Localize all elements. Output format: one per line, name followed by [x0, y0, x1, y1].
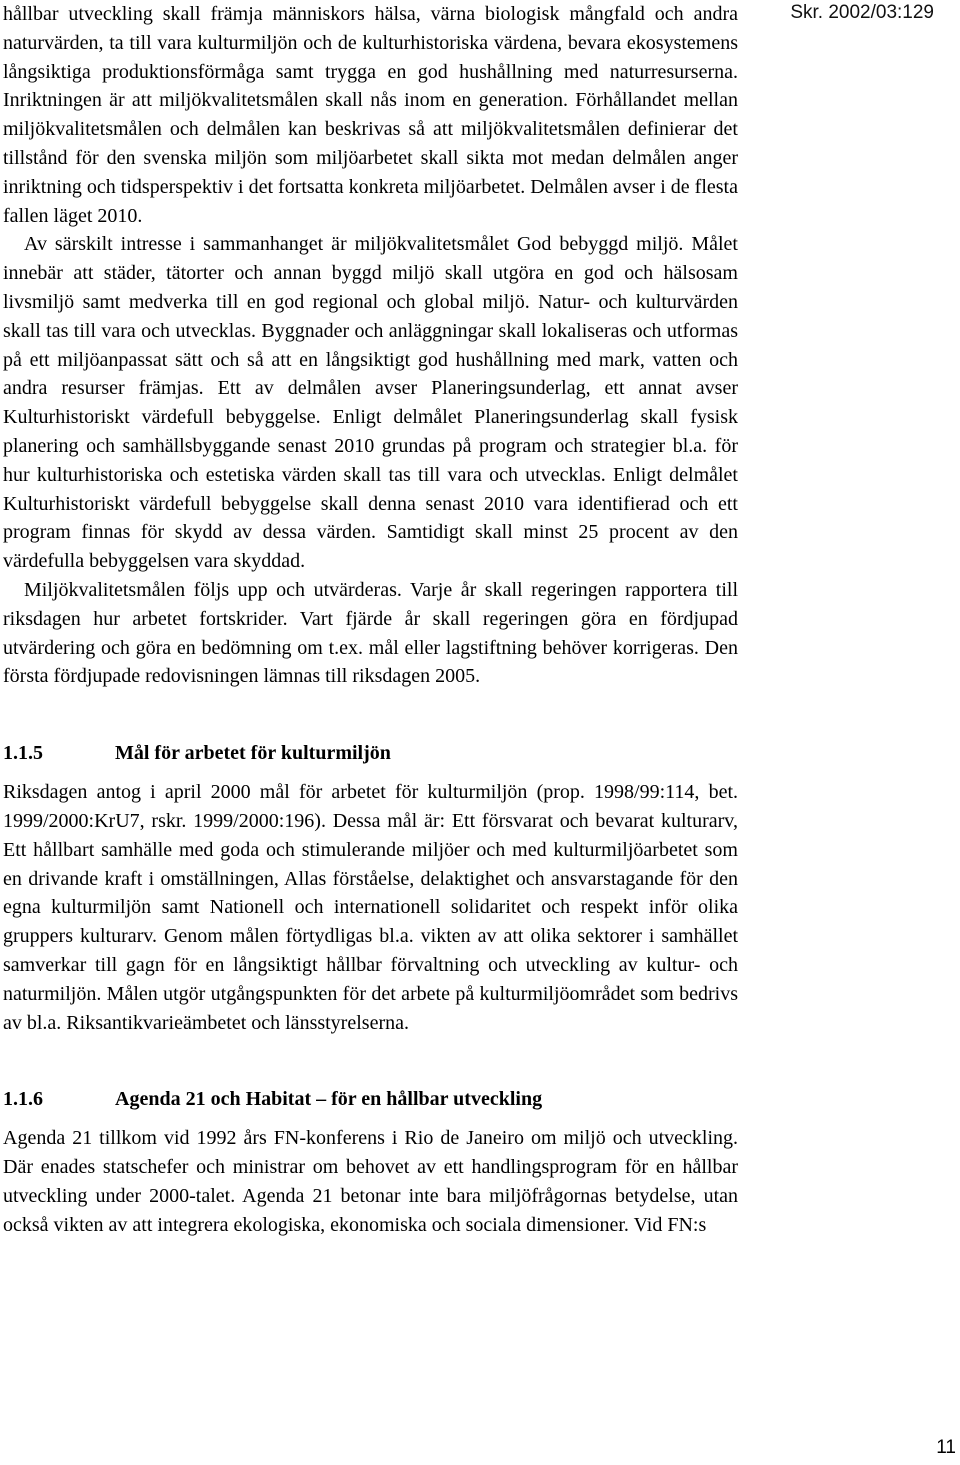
section-number: 1.1.6 — [3, 1088, 43, 1111]
margin-reference: Skr. 2002/03:129 — [790, 2, 934, 23]
section-title: Agenda 21 och Habitat – för en hållbar utveckling — [115, 1088, 543, 1111]
section-title: Mål för arbetet för kulturmiljön — [115, 742, 391, 765]
section-heading — [3, 739, 738, 767]
page-number: 11 — [936, 1437, 956, 1458]
body-text — [3, 0, 738, 1239]
section-1-1-5 — [3, 739, 738, 1037]
paragraph-intro-3: Miljökvalitetsmålen följs upp och utvärderas. Varje år skall regeringen rapportera till riksdagen hur arbetet fortskrider. Vart fjärde år skall regeringen göra en fördjupad utvärdering och göra en bedömning om t.ex. mål eller lagstiftning behöver korrigeras. Den första fördjupade redovisningen lämnas till riksdagen 2005. — [3, 578, 738, 688]
section-paragraph: Riksdagen antog i april 2000 mål för arbetet för kulturmiljön (prop. 1998/99:114, bet. 1999/2000:KrU7, rskr. 1999/2000:196). Dessa mål är: Ett försvarat och bevarat kulturarv, Ett hållbart samhälle med goda och stimulerande miljöer och med kulturmiljöarbetet som en drivande kraft i omställningen, Allas förståelse, delaktighet och ansvarstagande för den egna kulturmiljön samt Nationell och internationell solidaritet och respekt inför olika gruppers kulturarv. Genom målen förtydligas bl.a. vikten av att olika sektorer i samhället samverkar till gagn för en långsiktigt hållbar förvaltning och utveckling av kultur- och naturmiljön. Målen utgör utgångspunkten för det arbete på kulturmiljöområdet som bedrivs av bl.a. Riksantikvarieämbetet och länsstyrelserna. — [3, 781, 738, 1034]
paragraph-intro-1: hållbar utveckling skall främja människors hälsa, värna biologisk mångfald och andra naturvärden, ta till vara kulturmiljön och de kulturhistoriska värdena, bevara ekosystemens långsiktiga produktionsförmåga samt trygga en god hushållning med naturresurserna. Inriktningen är att miljökvalitetsmålen skall nås inom en generation. Förhållandet mellan miljökvalitetsmålen och delmålen kan beskrivas så att miljökvalitetsmålen definierar det tillstånd för den svenska miljön som miljöarbetet skall sikta mot medan delmålen anger inriktning och tidsperspektiv i det fortsatta konkreta miljöarbetet. Delmålen avser i de flesta fallen läget 2010. — [3, 3, 738, 227]
paragraph-intro-2: Av särskilt intresse i sammanhanget är miljökvalitetsmålet God bebyggd miljö. Målet innebär att städer, tätorter och annan byggd miljö skall utgöra en god och hälsosam livsmiljö samt medverka till en god regional och global miljö. Natur- och kulturvärden skall tas till vara och utvecklas. Byggnader och anläggningar skall lokaliseras och utformas på ett miljöanpassat sätt och så att en långsiktigt god hushållning med mark, vatten och andra resurser främjas. Ett av delmålen avser Planeringsunderlag, ett annat avser Kulturhistoriskt värdefull bebyggelse. Enligt delmålet Planeringsunderlag skall fysisk planering och samhällsbyggande senast 2010 grundas på program och strategier bl.a. för hur kulturhistoriska och estetiska värden skall tas till vara och utvecklas. Enligt delmålet Kulturhistoriskt värdefull bebyggelse skall denna senast 2010 vara identifierad och ett program finnas för skydd av dessa värden. Samtidigt skall minst 25 procent av den värdefulla bebyggelsen vara skyddad. — [3, 233, 738, 573]
section-1-1-6 — [3, 1085, 738, 1239]
section-paragraph: Agenda 21 tillkom vid 1992 års FN-konferens i Rio de Janeiro om miljö och utveckling. Där enades statschefer och ministrar om behovet av ett handlingsprogram för en hållbar utveckling under 2000-talet. Agenda 21 betonar inte bara miljöfrågornas betydelse, utan också vikten av att integrera ekologiska, ekonomiska och sociala dimensioner. Vid FN:s — [3, 1127, 738, 1236]
section-heading — [3, 1085, 738, 1113]
section-number: 1.1.5 — [3, 742, 43, 765]
